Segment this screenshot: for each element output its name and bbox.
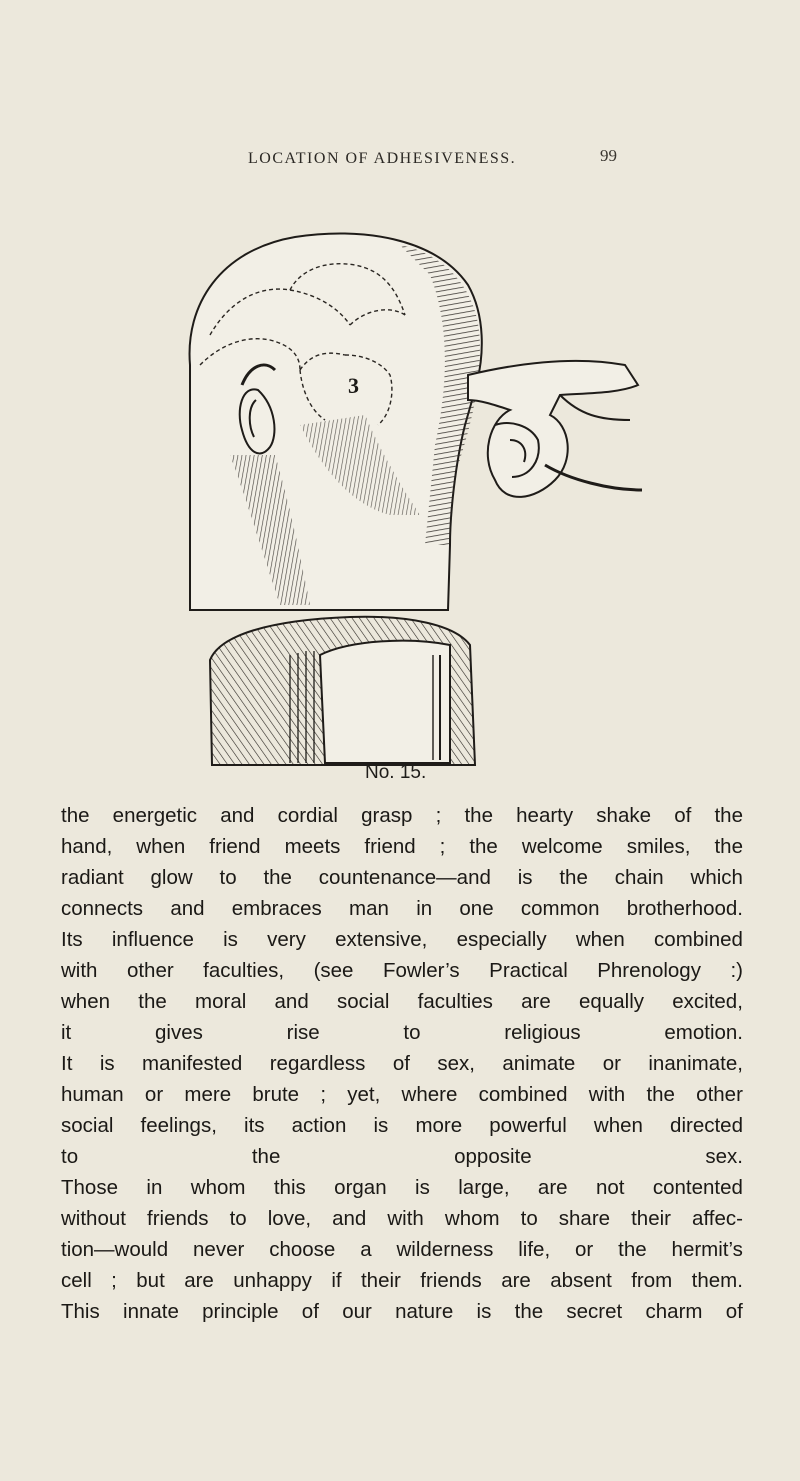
paragraph-3 [61, 1048, 743, 1172]
body-text [61, 800, 743, 1327]
word: equally [579, 990, 644, 1013]
word: unhappy [233, 1269, 312, 1292]
word: secret [566, 1300, 623, 1323]
word: welcome [521, 835, 603, 858]
word: cell [61, 1269, 92, 1292]
text-line [61, 1234, 743, 1265]
text-line [61, 924, 743, 955]
word: Phrenology [597, 959, 701, 982]
word: Fowler’s [382, 959, 460, 982]
word: is [415, 1176, 430, 1199]
text-line [61, 986, 743, 1017]
word: Practical [489, 959, 568, 982]
word: the [646, 1083, 675, 1106]
word: It [61, 1052, 73, 1075]
word: regardless [269, 1052, 366, 1075]
word: social [337, 990, 390, 1013]
word: contented [652, 1176, 743, 1199]
word: directed [670, 1114, 743, 1137]
word: the [514, 1300, 544, 1323]
word: faculties, [203, 959, 285, 982]
word: to [229, 1207, 247, 1230]
word: them. [691, 1269, 743, 1292]
word: animate [502, 1052, 576, 1075]
word: inanimate, [648, 1052, 743, 1075]
word: this [273, 1176, 306, 1199]
word: one [459, 897, 494, 920]
word: friends [420, 1269, 482, 1292]
word: in [146, 1176, 163, 1199]
word: and [332, 1207, 367, 1230]
word: organ [334, 1176, 387, 1199]
head-engraving [150, 215, 650, 775]
text-line [61, 1048, 743, 1079]
word: the [464, 804, 493, 827]
word: with [588, 1083, 626, 1106]
text-line [61, 862, 743, 893]
word: the [714, 835, 743, 858]
word: friends [147, 1207, 209, 1230]
word: never [193, 1238, 245, 1261]
word: ; [320, 1083, 327, 1106]
word: manifested [142, 1052, 243, 1075]
word: of [301, 1300, 319, 1323]
text-line [61, 1172, 743, 1203]
text-line: to the opposite sex. [61, 1145, 743, 1168]
word: in [416, 897, 433, 920]
word: a [360, 1238, 372, 1261]
word: embraces [231, 897, 322, 920]
word: (see [313, 959, 354, 982]
word: countenance—and [318, 866, 491, 889]
page-number: 99 [600, 146, 617, 165]
word: social [61, 1114, 114, 1137]
word: whom [190, 1176, 246, 1199]
word: :) [730, 959, 743, 982]
word: our [342, 1300, 372, 1323]
word: not [595, 1176, 625, 1199]
text-line [61, 831, 743, 862]
word: Its [61, 928, 83, 951]
word: nature [395, 1300, 454, 1323]
word: other [696, 1083, 743, 1106]
word: when [593, 1114, 643, 1137]
word: their [631, 1207, 671, 1230]
word: ; [435, 804, 442, 827]
word: cordial [277, 804, 338, 827]
word: the [138, 990, 167, 1013]
region-number-3: 3 [348, 373, 359, 398]
word: ; [439, 835, 446, 858]
word: to [520, 1207, 538, 1230]
word: brotherhood. [626, 897, 743, 920]
word: faculties [417, 990, 493, 1013]
word: excited, [672, 990, 743, 1013]
word: tion—would [61, 1238, 169, 1261]
paragraph-4 [61, 1172, 743, 1327]
word: action [291, 1114, 347, 1137]
word: brute [252, 1083, 300, 1106]
word: but [136, 1269, 165, 1292]
word: friend [364, 835, 416, 858]
word: when [61, 990, 111, 1013]
word: common [520, 897, 600, 920]
word: the [469, 835, 498, 858]
text-line [61, 1079, 743, 1110]
word: when [136, 835, 186, 858]
word: This [61, 1300, 100, 1323]
word: charm [645, 1300, 703, 1323]
word: which [690, 866, 743, 889]
word: from [631, 1269, 673, 1292]
word: the [61, 804, 90, 827]
word: hearty [516, 804, 574, 827]
word: mere [184, 1083, 232, 1106]
word: and [274, 990, 309, 1013]
word: energetic [112, 804, 198, 827]
word: choose [269, 1238, 336, 1261]
word: yet, [347, 1083, 381, 1106]
word: combined [478, 1083, 568, 1106]
word: chain [614, 866, 664, 889]
word: friend [209, 835, 261, 858]
word: its [244, 1114, 265, 1137]
word: Those [61, 1176, 118, 1199]
word: is [223, 928, 238, 951]
word: powerful [489, 1114, 567, 1137]
word: share [558, 1207, 611, 1230]
word: the [263, 866, 292, 889]
word: the [714, 804, 743, 827]
word: are [537, 1176, 568, 1199]
word: the [559, 866, 588, 889]
word: very [267, 928, 306, 951]
word: when [575, 928, 625, 951]
word: influence [111, 928, 194, 951]
paragraph-2 [61, 924, 743, 1048]
word: extensive, [335, 928, 428, 951]
word: radiant [61, 866, 124, 889]
word: sex, [437, 1052, 475, 1075]
word: wilderness [396, 1238, 494, 1261]
word: without [61, 1207, 126, 1230]
figure-caption: No. 15. [365, 762, 427, 783]
word: are [184, 1269, 214, 1292]
paragraph-1 [61, 800, 743, 924]
word: or [144, 1083, 164, 1106]
word: more [415, 1114, 463, 1137]
word: shake [596, 804, 652, 827]
word: man [349, 897, 389, 920]
word: grasp [361, 804, 413, 827]
text-line [61, 893, 743, 924]
word: ; [111, 1269, 117, 1292]
word: is [99, 1052, 115, 1075]
text-line [61, 1265, 743, 1296]
word: connects [61, 897, 144, 920]
word: are [501, 1269, 531, 1292]
word: with [61, 959, 98, 982]
word: principle [202, 1300, 279, 1323]
word: is [476, 1300, 492, 1323]
word: to [219, 866, 237, 889]
word: feelings, [140, 1114, 217, 1137]
word: combined [654, 928, 743, 951]
word: love, [267, 1207, 312, 1230]
word: whom [444, 1207, 500, 1230]
word: of [674, 804, 692, 827]
word: and [220, 804, 255, 827]
word: is [517, 866, 533, 889]
word: glow [150, 866, 193, 889]
running-title: LOCATION OF ADHESIVENESS. [248, 150, 517, 167]
word: especially [456, 928, 547, 951]
word: hand, [61, 835, 113, 858]
word: their [360, 1269, 401, 1292]
word: life, [518, 1238, 551, 1261]
word: if [331, 1269, 342, 1292]
text-line [61, 1296, 743, 1327]
word: is [373, 1114, 389, 1137]
word: large, [458, 1176, 510, 1199]
text-line [61, 955, 743, 986]
word: where [401, 1083, 458, 1106]
word: the [618, 1238, 647, 1261]
text-line [61, 1110, 743, 1141]
word: of [725, 1300, 743, 1323]
text-line: it gives rise to religious emotion. [61, 1021, 743, 1044]
text-line [61, 800, 743, 831]
word: are [521, 990, 551, 1013]
word: hermit’s [671, 1238, 743, 1261]
word: human [61, 1083, 124, 1106]
word: or [602, 1052, 621, 1075]
word: meets [284, 835, 341, 858]
word: of [392, 1052, 410, 1075]
word: other [126, 959, 174, 982]
word: innate [123, 1300, 179, 1323]
word: moral [195, 990, 247, 1013]
word: with [387, 1207, 424, 1230]
text-line [61, 1203, 743, 1234]
word: or [575, 1238, 594, 1261]
word: and [170, 897, 205, 920]
phrenology-head-illustration [150, 215, 650, 775]
word: absent [550, 1269, 612, 1292]
word: affec- [692, 1207, 743, 1230]
word: smiles, [626, 835, 691, 858]
